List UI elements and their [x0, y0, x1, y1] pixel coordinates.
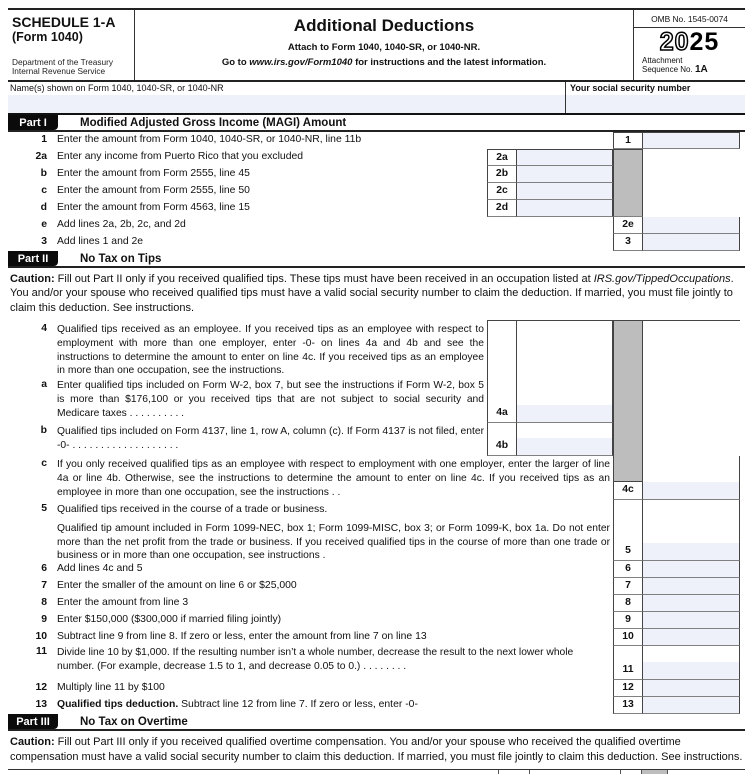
line8-box-label: 8 [613, 595, 643, 612]
part1-title: Modified Adjusted Gross Income (MAGI) Amount [80, 116, 347, 129]
name-ssn-row [8, 82, 745, 115]
line-number: c [41, 185, 47, 196]
blank-cell [643, 183, 740, 200]
form-page [8, 8, 745, 774]
line7-text [57, 578, 613, 595]
line4b-amount-cell [517, 423, 613, 456]
attachment-label: Attachment [642, 56, 683, 65]
line5-box-label: 5 [625, 545, 631, 557]
line10-text [57, 629, 613, 646]
caution-bold: Caution: [10, 736, 55, 749]
line2a-text [57, 149, 487, 166]
caution-text-2: . You and/or your spouse who received qualified tips must have a valid social security number to claim the deduction. If married, you must file jointly to claim this deduction. See instructions. [10, 273, 734, 314]
line11-box-label: 11 [622, 664, 634, 676]
schedule-title: SCHEDULE 1-A [12, 14, 116, 30]
line12-label: Multiply line 11 by $100 [57, 682, 165, 694]
line4c-box-label-cell [613, 456, 643, 500]
line5-text-block [57, 500, 613, 561]
line-number: 3 [41, 236, 47, 247]
spacer [740, 200, 745, 217]
line9-amount-field[interactable] [643, 612, 740, 629]
line2d-text [57, 200, 487, 217]
form-title: Additional Deductions [293, 16, 475, 35]
line1-amount-field[interactable] [643, 132, 740, 149]
line2b-amount-field[interactable] [517, 166, 613, 183]
line5-heading: Qualified tips received in the course of a trade or business. [57, 504, 328, 516]
caution-bold: Caution: [10, 273, 55, 285]
line8-amount-field[interactable] [643, 595, 740, 612]
part2-title: No Tax on Tips [80, 252, 162, 265]
line9-label: Enter $150,000 ($300,000 if married filing jointly) [57, 614, 282, 626]
line10-label: Subtract line 9 from line 8. If zero or less, enter the amount from line 7 on line 13 [57, 631, 427, 643]
line10-box-label: 10 [613, 629, 643, 646]
sequence-number: 1A [694, 64, 708, 75]
form-header [8, 8, 745, 82]
part2-body [8, 320, 745, 714]
part3-caution [8, 731, 745, 769]
line4a-box-label-cell [487, 320, 517, 423]
caution-text: Fill out Part III only if you received qualified overtime compensation. You and/or your spouse who received the qualified overtime compensation must have a valid social security number to claim this deduction. If married, you must file jointly to claim this deduction. See instructions. [10, 736, 743, 763]
blank-cell [643, 166, 740, 183]
line13-label: Subtract line 12 from line 7. If zero or less, enter -0- [178, 699, 418, 711]
line3-box-label: 3 [613, 234, 643, 251]
line6-box-label: 6 [613, 561, 643, 578]
line12-amount-field[interactable] [643, 680, 740, 697]
line11-box-label-cell [613, 646, 643, 680]
line-number: 4 [41, 323, 47, 335]
line13-amount-field[interactable] [643, 697, 740, 714]
line5-box-label-cell [613, 500, 643, 561]
line-number: b [40, 425, 47, 437]
line2d-label: Enter the amount from Form 4563, line 15 [57, 202, 250, 213]
line2e-text [57, 217, 613, 234]
line4a-amount-cell [517, 320, 613, 423]
partial-inner-box [498, 770, 621, 774]
irs-url: www.irs.gov/Form1040 [249, 57, 353, 68]
spacer [740, 149, 745, 166]
line2e-box-label: 2e [613, 217, 643, 234]
line3-amount-field[interactable] [643, 234, 740, 251]
line2b-box-label: 2b [487, 166, 517, 183]
partial-divider [529, 770, 530, 774]
dept-line-1: Department of the Treasury [12, 56, 113, 67]
line6-text [57, 561, 613, 578]
line14-partial-row [8, 769, 745, 774]
line1-box-label: 1 [613, 132, 643, 149]
line-number: 2a [35, 151, 47, 162]
part1-bar [8, 115, 745, 132]
line2b-text [57, 166, 487, 183]
line-number: c [41, 458, 47, 470]
part1-body [8, 132, 745, 251]
part3-bar [8, 714, 745, 731]
line4b-amount-field[interactable] [517, 438, 612, 455]
line4c-box-label: 4c [622, 484, 634, 496]
gray-shaded-cell [613, 183, 643, 200]
line4a-amount-field[interactable] [517, 405, 612, 422]
line1-text [57, 132, 613, 149]
line10-amount-field[interactable] [643, 629, 740, 646]
line13-text [57, 697, 613, 714]
line2c-text [57, 183, 487, 200]
attach-instruction: Attach to Form 1040, 1040-SR, or 1040-NR. [287, 42, 481, 53]
line7-amount-field[interactable] [643, 578, 740, 595]
line1-label: Enter the amount from Form 1040, 1040-SR, or 1040-NR, line 11b [57, 134, 362, 145]
line3-text [57, 234, 613, 251]
line12-text [57, 680, 613, 697]
gray-shaded-cell [641, 770, 668, 774]
line4-text: Qualified tips received as an employee. If you received tips as an employee with respect to employment with more than one employer, enter -0- on lines 4a and 4b and see the instructions to determine the amount to enter on line 4c. If you received tips as an employee in more than one occupation, see the instructions. [57, 324, 484, 377]
gray-shaded-cell [614, 456, 642, 482]
year-solid-part: 25 [689, 28, 720, 56]
header-left-block [8, 10, 135, 80]
year-outline-part: 20 [659, 28, 690, 56]
line11-amount-field[interactable] [643, 662, 739, 679]
line2b-label: Enter the amount from Form 2555, line 45 [57, 168, 250, 179]
line5-text: Qualified tip amount included in Form 1099-NEC, box 1; Form 1099-MISC, box 3; or Form 1099-K, box 1a. Do not enter more than the net profit from the trade or business. If you received qualified tips in the course of more than one trade or business or in more than one occupation, see instructions . [57, 522, 610, 562]
line-number: b [40, 168, 47, 179]
part3-tag: Part III [8, 714, 58, 729]
line4a-text: Enter qualified tips included on Form W-2, box 7, but see the instructions if Form W-2, box 5 is more than $176,100 or you received tips that are not subject to social security and Medicare taxes . . . . . . . . . . [57, 380, 484, 419]
ssn-label: Your social security number [570, 83, 691, 93]
sequence-label: Sequence No. [642, 65, 695, 74]
line4b-box-label-cell [487, 423, 517, 456]
line-number: a [41, 379, 47, 391]
gray-shaded-cell [613, 320, 643, 456]
line-number: 9 [41, 614, 47, 626]
name-label: Name(s) shown on Form 1040, 1040-SR, or 1040-NR [10, 83, 224, 93]
line12-box-label: 12 [613, 680, 643, 697]
line-number: 1 [41, 134, 47, 145]
line2a-box-label: 2a [487, 149, 517, 166]
line2a-amount-field[interactable] [517, 149, 613, 166]
line13-box-label: 13 [613, 697, 643, 714]
line2e-label: Add lines 2a, 2b, 2c, and 2d [57, 219, 186, 230]
spacer [740, 183, 745, 200]
spacer [740, 166, 745, 183]
blank-cell [643, 200, 740, 217]
blank-cell [643, 320, 740, 456]
line9-box-label: 9 [613, 612, 643, 629]
line-number: 5 [41, 503, 47, 515]
line11-text: Divide line 10 by $1,000. If the resulting number isn’t a whole number, decrease the result to the next lower whole number. (For example, decrease 1.5 to 1, and decrease 0.05 to 0.) . . . . . . . . [57, 647, 574, 672]
line7-box-label: 7 [613, 578, 643, 595]
line2a-label: Enter any income from Puerto Rico that you excluded [57, 151, 304, 162]
line2c-box-label: 2c [487, 183, 517, 200]
line2d-box-label: 2d [487, 200, 517, 217]
line-number: 8 [41, 597, 47, 609]
line8-label: Enter the amount from line 3 [57, 597, 189, 609]
gray-shaded-cell [613, 166, 643, 183]
line-number: 10 [35, 631, 47, 643]
spacer [740, 234, 745, 251]
spacer [740, 217, 745, 234]
attachment-sequence [634, 56, 745, 74]
line8-text [57, 595, 613, 612]
caution-italic: IRS.gov/TippedOccupations [593, 273, 731, 285]
line-number: 12 [35, 682, 47, 694]
line6-label: Add lines 4c and 5 [57, 563, 143, 575]
line-number: e [41, 219, 47, 230]
line-number: 11 [36, 646, 47, 658]
line13-bold-label: Qualified tips deduction. [57, 699, 179, 711]
tax-year [634, 29, 745, 55]
line2c-label: Enter the amount from Form 2555, line 50 [57, 185, 250, 196]
part2-caution [8, 268, 745, 320]
sequence-line [642, 65, 745, 74]
part2-tag: Part II [8, 251, 58, 266]
part3-title: No Tax on Overtime [80, 715, 188, 728]
name-cell [8, 82, 565, 113]
form-number: (Form 1040) [12, 30, 83, 44]
dept-line-2: Internal Revenue Service [12, 66, 106, 77]
line4b-box-label: 4b [495, 440, 509, 452]
line4b-text: Qualified tips included on Form 4137, line 1, row A, column (c). If Form 4137 is not filed, enter -0- . . . . . . . . . . . . . . . . . . . [57, 426, 484, 451]
line5-amount-field[interactable] [643, 543, 739, 560]
line4a-box-label: 4a [496, 407, 508, 419]
line7-label: Enter the smaller of the amount on line 6 or $25,000 [57, 580, 297, 592]
ssn-cell [565, 82, 745, 113]
ssn-input[interactable] [566, 95, 745, 113]
line5-amount-cell [643, 500, 740, 561]
part2-bar [8, 251, 745, 268]
department-lines [12, 58, 130, 77]
line9-text [57, 612, 613, 629]
name-input[interactable] [8, 95, 565, 113]
header-right-block [633, 10, 745, 80]
part1-tag: Part I [8, 115, 58, 130]
line-number: 7 [41, 580, 47, 592]
blank-cell [643, 149, 740, 166]
gray-shaded-cell [613, 149, 643, 166]
line2e-amount-field[interactable] [643, 217, 740, 234]
header-center-block [135, 10, 633, 80]
gray-shaded-cell [613, 200, 643, 217]
goto-prefix: Go to [221, 57, 250, 68]
line11-amount-cell [643, 646, 740, 680]
line2c-amount-field[interactable] [517, 183, 613, 200]
line-number: 13 [35, 699, 47, 711]
spacer [740, 132, 745, 149]
spacer [740, 320, 745, 377]
line2d-amount-field[interactable] [517, 200, 613, 217]
omb-number: OMB No. 1545-0074 [634, 10, 745, 28]
line4c-amount-cell [643, 456, 740, 500]
line-number: 6 [41, 563, 47, 575]
line4c-text: If you only received qualified tips as an employee with respect to employment with one employer, enter the larger of line 4a or line 4b. Otherwise, see the instructions to determine the amount to enter on line 4c. If you received tips as an employee in more than one occupation, see the instructions . . [57, 459, 610, 498]
line6-amount-field[interactable] [643, 561, 740, 578]
line3-label: Add lines 1 and 2e [57, 236, 144, 247]
goto-suffix: for instructions and the latest information. [352, 57, 547, 68]
line4c-amount-field[interactable] [643, 482, 739, 499]
line-number: d [40, 202, 47, 213]
goto-instruction [135, 57, 633, 68]
caution-text-1: Fill out Part II only if you received qualified tips. These tips must have been received in an occupation listed at [54, 273, 594, 285]
